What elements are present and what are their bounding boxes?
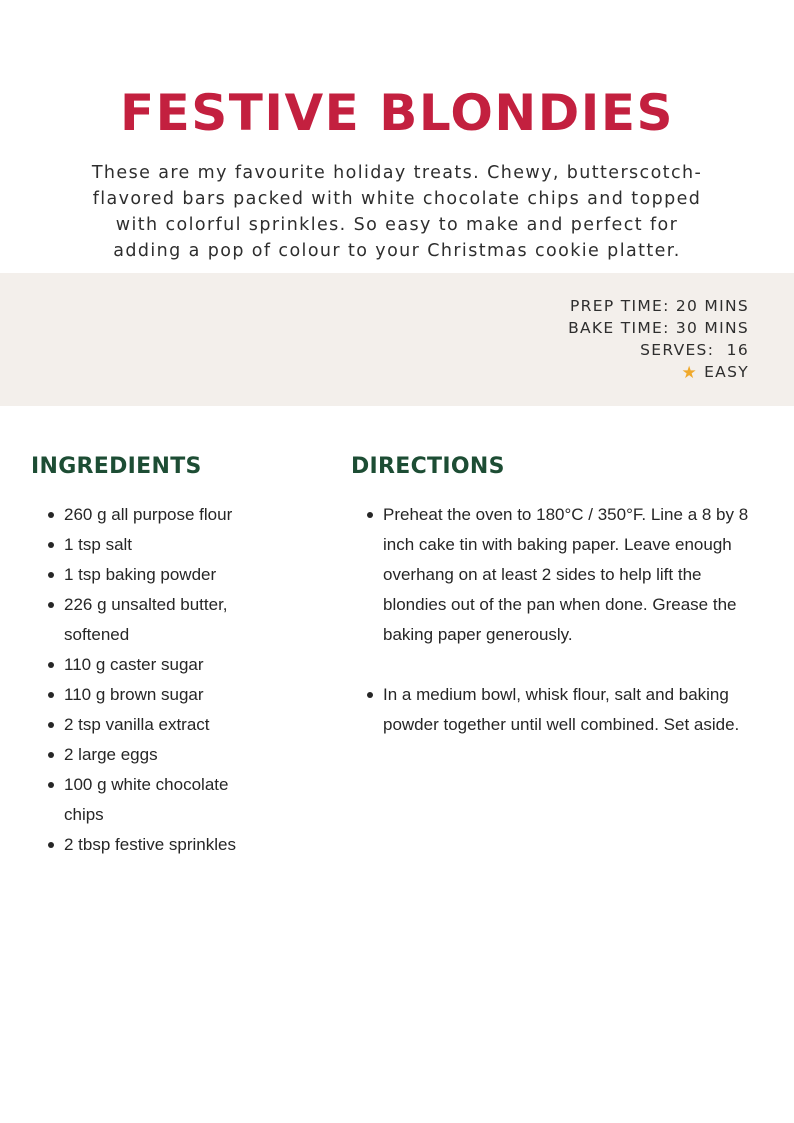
ingredient-item: 1 tsp salt [64, 530, 254, 560]
difficulty [568, 361, 749, 384]
recipe-intro: These are my favourite holiday treats. Chewy, butterscotch-flavored bars packed with white chocolate chips and topped with colorful sprinkles. So easy to make and perfect for adding a pop of colour to your Christmas cookie platter. [91, 163, 703, 261]
ingredients-heading: INGREDIENTS [31, 454, 202, 479]
ingredient-item: 2 tsp vanilla extract [64, 710, 254, 740]
ingredients-list [64, 500, 254, 860]
ingredient-item: 2 tbsp festive sprinkles [64, 830, 254, 860]
ingredient-item: 1 tsp baking powder [64, 560, 254, 590]
recipe-info-band [0, 273, 794, 406]
bake-time: BAKE TIME: 30 MINS [568, 319, 749, 337]
star-icon: ★ [681, 363, 699, 383]
ingredient-item: 100 g white chocolate chips [64, 770, 254, 830]
directions-list [383, 500, 755, 740]
serves: SERVES: 16 [640, 341, 749, 359]
recipe-info-list [568, 295, 749, 384]
ingredient-item: 260 g all purpose flour [64, 500, 254, 530]
ingredient-item: 110 g caster sugar [64, 650, 254, 680]
directions-heading: DIRECTIONS [351, 454, 505, 479]
ingredient-item: 226 g unsalted butter, softened [64, 590, 254, 650]
difficulty-label: EASY [704, 363, 749, 381]
direction-step: Preheat the oven to 180°C / 350°F. Line a 8 by 8 inch cake tin with baking paper. Leave enough overhang on at least 2 sides to help lift the blondies out of the pan when done. Grease the baking paper generously. [383, 500, 755, 650]
prep-time: PREP TIME: 20 MINS [570, 297, 749, 315]
ingredient-item: 2 large eggs [64, 740, 254, 770]
direction-step: In a medium bowl, whisk flour, salt and baking powder together until well combined. Set aside. [383, 680, 755, 740]
recipe-title: FESTIVE BLONDIES [119, 84, 675, 142]
ingredient-item: 110 g brown sugar [64, 680, 254, 710]
